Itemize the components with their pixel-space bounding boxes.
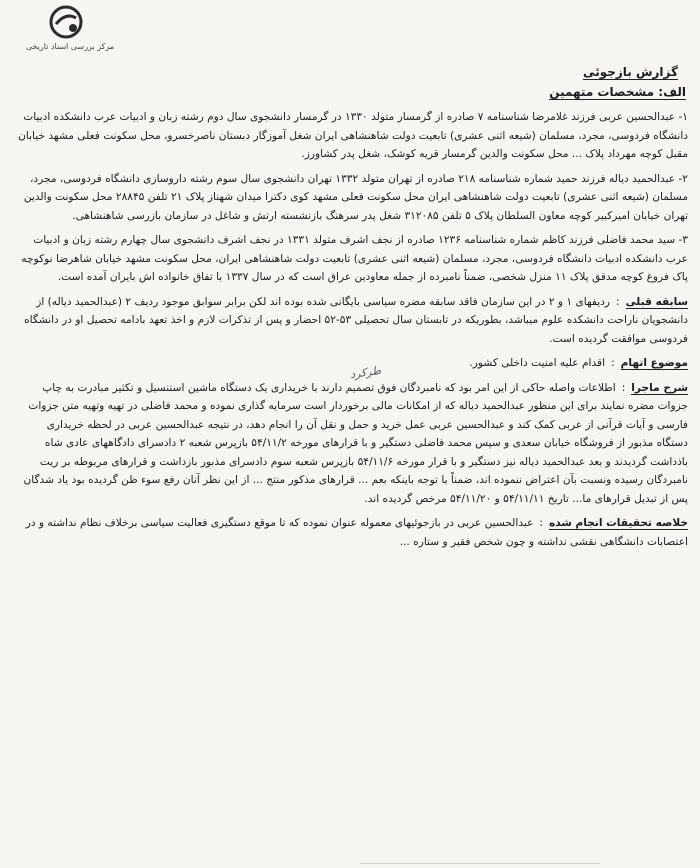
findings-section: خلاصه تحقیقات انجام شده:عبدالحسین عربی در بازجوئیهای معموله عنوان نموده که تا موقع دستگیری فعالیت سیاسی برخلاف نظام نداشته و در اعتصابات دانشگاهی نقشی نداشته و چون شخص فقیر و ستاره ... xyxy=(25,517,688,548)
summary-label: شرح ماجرا xyxy=(631,381,688,394)
suspect-item-1: ۱- عبدالحسین عربی فرزند غلامرضا شناسنامه ۷ صادره از گرمسار متولد ۱۳۳۰ در گرمسار دانشجوی سال دوم رشته زبان و ادبیات عرب دانشکده ادبیات دانشگاه فردوسی، مجرد، مسلمان (شیعه اثنی عشری) تابعیت دولت شاهنشاهی ایران شغل آموزگار دبستان ناصرخسرو، محل سکونت فعلی مشهد خیابان مقبل کوچه مهرداد پلاک ... محل سکونت والدین گرمسار قریه کوشک، شغل پدر کشاورز. xyxy=(18,111,688,160)
background-text: ردیفهای ۱ و ۲ در این سازمان فاقد سابقه مضره سیاسی بایگانی شده بوده اند لکن برابر سوابق موجود ردیف ۲ (عبدالحمید دیاله) از دانشجویان ناراحت دانشکده علوم میباشد، بطوریکه در تابستان سال تحصیلی ۵۳-۵۲ احضار و پس از تذکرات لازم و اخذ تعهد بادامه تحصیل او در دانشگاه فردوسی موافقت گردیده است. xyxy=(24,295,688,345)
summary-text: اطلاعات واصله حاکی از این امر بود که نامبردگان فوق تصمیم دارند با خریداری یک دستگاه ماشین استنسیل و تکثیر مبادرت به چاپ جزوات مضره نمایند برای این منظور عبدالحمید دیاله که از امکانات مالی برخوردار است سرمایه گذاری نموده و محمد فاضلی در تهیه وتهیه متن جزوات فارسی و آیات قرآنی از عربی کمک کند و عبدالحسین عربی عمل خرید و حمل و نقل آن را انجام دهد، در نتیجه عبدالحسین عربی در لحظه خریداری دستگاه مذبور از فروشگاه خیابان سعدی و سپس محمد فاضلی دستگیر و با قرارهای مورخه ۵۴/۱۱/۲ بازپرس شعبه ۲ دادسرای دادگاههای عادی شاه باذداشت گردیدند و بعد عبدالحمید دیاله نیز دستگیر و با قرار مورخه ۵۴/۱۱/۶ بازپرس شعبه سوم دادسرای مذبور بازداشت و قرارهای مربوطه بر ریت نامبردگان رسیده ونسبت بآن اعتراض ننموده اند، ضمناً با توجه باینکه بعم ... قرارهای مذکور منتج ... از این نظر آنان رفع سوء ظن گردیده بود یاد شدگان پس از تبدیل قرارهای ما... تاریخ ۵۴/۱۱/۱۱ و ۵۴/۱۱/۲۰ مرخص گردیده اند. xyxy=(23,381,688,505)
handwritten-initial: طرکرد xyxy=(349,363,382,382)
report-title: گزارش بازجوئی xyxy=(583,65,678,79)
archive-logo-text: مرکز بررسی اسناد تاریخی xyxy=(25,42,115,51)
background-section: سابقه قبلی:ردیفهای ۱ و ۲ در این سازمان فاقد سابقه مضره سیاسی بایگانی شده بوده اند لکن برابر سوابق موجود ردیف ۲ (عبدالحمید دیاله) از دانشجویان ناراحت دانشکده علوم میباشد، بطوریکه در تابستان سال تحصیلی ۵۳-۵۲ احضار و پس از تذکرات لازم و اخذ تعهد بادامه تحصیل او در دانشگاه فردوسی موافقت گردیده است. xyxy=(24,295,688,345)
archive-logo xyxy=(6,4,130,54)
findings-text: عبدالحسین عربی در بازجوئیهای معموله عنوان نموده که تا موقع دستگیری فعالیت سیاسی برخلاف نظام نداشته و در اعتصابات دانشگاهی نقشی نداشته و چون شخص فقیر و ستاره ... xyxy=(25,517,688,548)
page-edge-divider xyxy=(360,863,600,864)
report-body xyxy=(14,62,688,551)
accusation-label: موضوع اتهام xyxy=(620,357,688,369)
suspect-item-2: ۲- عبدالحمید دیاله فرزند حمید شماره شناسنامه ۲۱۸ صادره از تهران متولد ۱۳۳۲ تهران دانشجوی سال سوم رشته داروسازی دانشگاه فردوسی، مجرد، مسلمان (شیعه اثنی عشری) تابعیت دولت شاهنشاهی ایران محل سکونت فعلی مشهد کوی دکترا میدان شهناز پلاک ۲۱ تلفن ۲۸۸۴۵ محل سکونت والدین تهران خیابان امیرکبیر کوچه معاون السلطان پلاک ۵ تلفن ۳۱۲۰۸۵ شغل پدر سرهنگ بازنشسته ارتش و شاغل در سازمان بازرسی شاهنشاهی. xyxy=(23,172,688,222)
report-header xyxy=(14,62,686,102)
accusation-text: اقدام علیه امنیت داخلی کشور. xyxy=(469,357,606,369)
suspects-heading: الف: مشخصات متهمین xyxy=(549,85,686,99)
findings-label: خلاصه تحقیقات انجام شده xyxy=(549,517,688,529)
background-label: سابقه قبلی xyxy=(625,295,688,308)
archive-logo-icon xyxy=(46,4,86,40)
summary-section: شرح ماجرا:اطلاعات واصله حاکی از این امر بود که نامبردگان فوق تصمیم دارند با خریداری یک دستگاه ماشین استنسیل و تکثیر مبادرت به چاپ جزوات مضره نمایند برای این منظور عبدالحمید دیاله که از امکانات مالی برخوردار است سرمایه گذاری نموده و محمد فاضلی در تهیه وتهیه متن جزوات فارسی و آیات قرآنی از عربی کمک کند و عبدالحسین عربی عمل خرید و حمل و نقل آن را انجام دهد، در نتیجه عبدالحسین عربی در لحظه خریداری دستگاه مذبور از فروشگاه خیابان سعدی و سپس محمد فاضلی دستگیر و با قرارهای مورخه ۵۴/۱۱/۲ بازپرس شعبه ۲ دادسرای دادگاههای عادی شاه باذداشت گردیدند و بعد عبدالحمید دیاله نیز دستگیر و با قرار مورخه ۵۴/۱۱/۶ بازپرس شعبه سوم دادسرای مذبور بازداشت و قرارهای مربوطه بر ریت نامبردگان رسیده ونسبت بآن اعتراض ننموده اند، ضمناً با توجه باینکه بعم ... قرارهای مذکور منتج ... از این نظر آنان رفع سوء ظن گردیده بود یاد شدگان پس از تبدیل قرارهای ما... تاریخ ۵۴/۱۱/۱۱ و ۵۴/۱۱/۲۰ مرخص گردیده اند. xyxy=(23,381,688,505)
accusation-section: موضوع اتهام:اقدام علیه امنیت داخلی کشور. xyxy=(469,357,688,369)
suspect-item-3: ۳- سید محمد فاضلی فرزند کاظم شماره شناسنامه ۱۲۳۶ صادره از نجف اشرف متولد ۱۳۳۱ در نجف اشرف دانشجوی سال چهارم رشته زبان و ادبیات عرب دانشکده ادبیات دانشگاه فردوسی، مجرد، مسلمان (شیعه اثنی عشری) تابعیت دولت شاهنشاهی ایران، محل سکونت مشهد خیابان شاهرضا نوکوچه پاک فروغ کوچه مدقق پلاک ۱۱ منزل شخصی، ضمناً نامبرده از جمله معاودین عراق است که در سال ۱۳۳۷ با تفاق خانواده اش بایران آمده است. xyxy=(21,234,688,283)
